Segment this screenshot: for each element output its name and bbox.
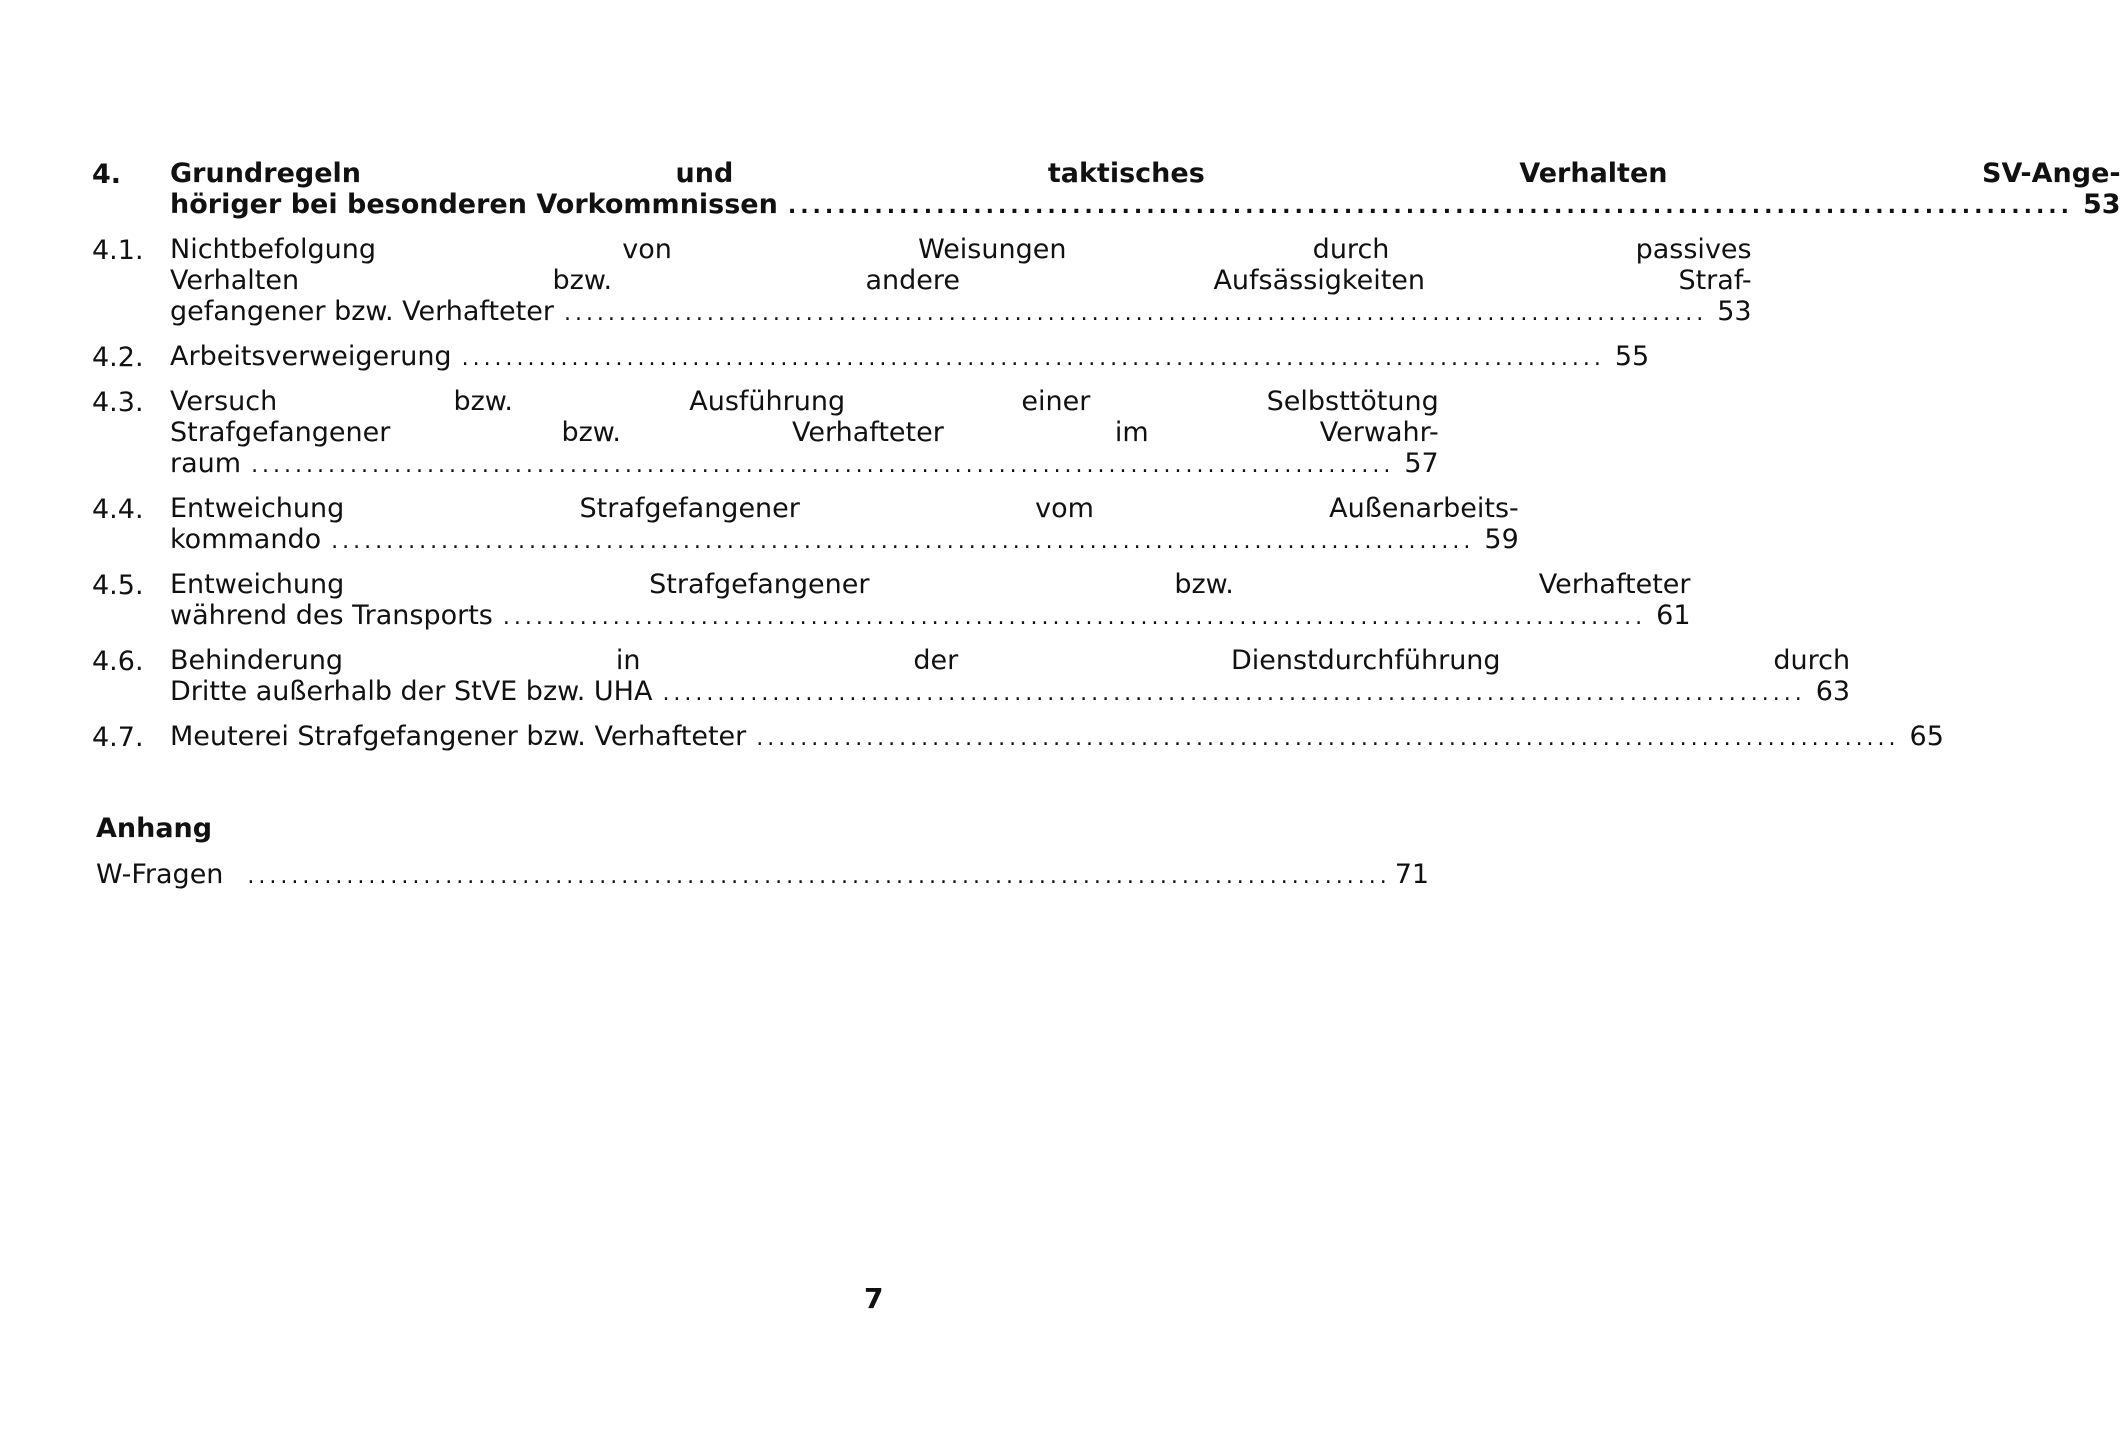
- toc-entry-page: 59: [1484, 524, 1519, 555]
- toc-entry-page: 65: [1909, 721, 1944, 752]
- page-number: 7: [864, 1282, 884, 1315]
- toc-entry-text: [170, 158, 2121, 222]
- toc-entry-text: [170, 386, 1439, 481]
- toc-entry-number: 4.7.: [92, 722, 144, 753]
- toc-entry-line: Nichtbefolgung von Weisungen durch passives: [170, 234, 1752, 265]
- toc-entry-line: Versuch bzw. Ausführung einer Selbsttötung: [170, 386, 1439, 417]
- toc-entry-line: raum: [170, 448, 242, 479]
- toc-entry-line: Entweichung Strafgefangener bzw. Verhafteter: [170, 569, 1691, 600]
- leader-dots: [247, 861, 1390, 892]
- toc-entry-line: Meuterei Strafgefangener bzw. Verhafteter: [170, 721, 747, 752]
- toc-entry-line: Entweichung Strafgefangener vom Außenarbeits-: [170, 493, 1519, 524]
- toc-entry-text: [170, 721, 1944, 754]
- toc-entry-page: 53: [1717, 296, 1752, 327]
- toc-entry-text: [170, 341, 1649, 374]
- toc-entry-number: 4.1.: [92, 235, 144, 266]
- toc-entry-line: Arbeitsverweigerung: [170, 341, 452, 372]
- leader-dots: [503, 602, 1646, 633]
- leader-dots: [662, 678, 1805, 709]
- toc-entry-4-5: [92, 569, 1691, 633]
- toc-entry-line: Behinderung in der Dienstdurchführung durch: [170, 645, 1851, 676]
- toc-entry-4-6: [92, 645, 1851, 709]
- toc-entry-4-1: [92, 234, 1752, 329]
- toc-entry-page: 63: [1815, 676, 1851, 707]
- toc-entry-line: kommando: [170, 524, 322, 555]
- toc-entry-text: [170, 645, 1850, 709]
- toc-entry-number: 4.: [92, 159, 122, 190]
- toc-entry-line: höriger bei besonderen Vorkommnissen: [170, 189, 778, 220]
- toc-entry-line: gefangener bzw. Verhafteter: [170, 296, 554, 327]
- toc-entry-4-3: [92, 386, 1439, 481]
- toc-entry-4: [92, 158, 2121, 222]
- toc-entry-page: 55: [1614, 341, 1650, 372]
- table-of-contents: [92, 158, 2121, 766]
- toc-entry-number: 4.2.: [92, 342, 144, 373]
- leader-dots: [251, 450, 1394, 481]
- toc-entry-number: 4.5.: [92, 570, 144, 601]
- leader-dots: [462, 343, 1605, 374]
- toc-entry-line: Grundregeln und taktisches Verhalten SV-Ange-: [170, 158, 2121, 189]
- leader-dots: [564, 298, 1707, 329]
- toc-entry-page: 57: [1404, 448, 1439, 479]
- leader-dots: [331, 526, 1474, 557]
- toc-entry-line: Verhalten bzw. andere Aufsässigkeiten Straf-: [170, 265, 1752, 296]
- appendix-entry-label: W-Fragen: [96, 859, 224, 890]
- toc-entry-line: Strafgefangener bzw. Verhafteter im Verwahr-: [170, 417, 1439, 448]
- appendix-entry-w-fragen: [96, 858, 1430, 892]
- toc-entry-line: während des Transports: [170, 600, 493, 631]
- toc-entry-4-4: [92, 493, 1519, 557]
- appendix-heading: Anhang: [96, 813, 213, 844]
- toc-entry-number: 4.6.: [92, 646, 144, 677]
- leader-dots: [788, 191, 2073, 222]
- leader-dots: [756, 723, 1899, 754]
- toc-entry-number: 4.4.: [92, 494, 144, 525]
- toc-entry-4-2: [92, 341, 1650, 374]
- toc-entry-page: 53: [2083, 189, 2121, 220]
- toc-entry-line: Dritte außerhalb der StVE bzw. UHA: [170, 676, 653, 707]
- toc-entry-text: [170, 569, 1691, 633]
- toc-entry-page: 61: [1656, 600, 1691, 631]
- toc-entry-4-7: [92, 721, 1944, 754]
- toc-entry-text: [170, 493, 1519, 557]
- toc-entry-number: 4.3.: [92, 387, 144, 418]
- toc-entry-text: [170, 234, 1752, 329]
- appendix-entry-page: 71: [1394, 859, 1430, 890]
